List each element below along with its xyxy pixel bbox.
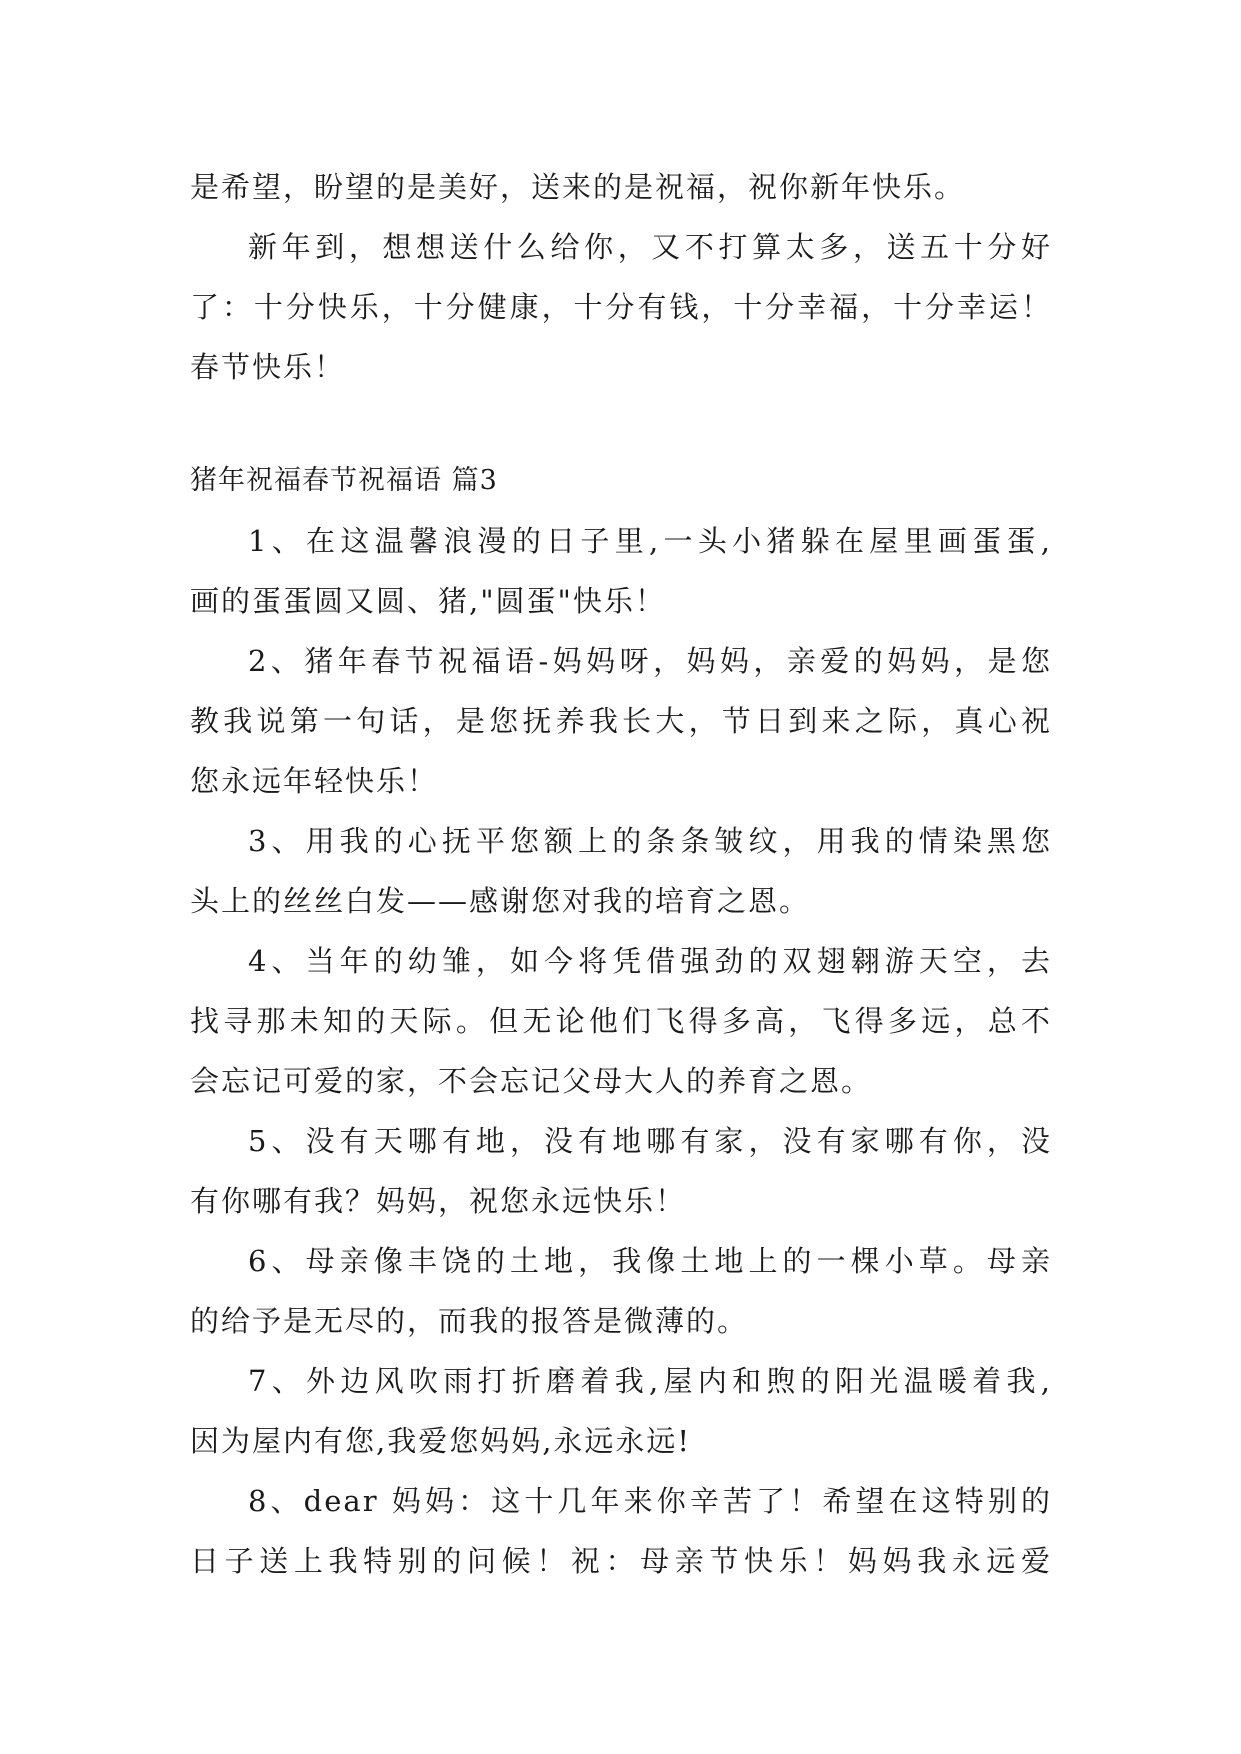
list-item-8 [190, 1471, 1052, 1591]
text-line: 画的蛋蛋圆又圆、猪,"圆蛋"快乐！ [190, 584, 666, 618]
list-item-5 [190, 1111, 1052, 1231]
text-line: 头上的丝丝白发——感谢您对我的培育之恩。 [190, 884, 811, 918]
text-line: 了：十分快乐，十分健康，十分有钱，十分幸福，十分幸运！ [190, 290, 1052, 324]
list-item-4 [190, 931, 1052, 1111]
text-line: 2、猪年春节祝福语-妈妈呀，妈妈，亲爱的妈妈，是您 [248, 644, 1052, 678]
text-line: 8、dear 妈妈：这十几年来你辛苦了！希望在这特别的 [248, 1484, 1052, 1518]
text-line: 您永远年轻快乐！ [190, 764, 439, 798]
text-line: 教我说第一句话，是您抚养我长大，节日到来之际，真心祝 [190, 704, 1052, 738]
list-item-2 [190, 631, 1052, 811]
text-line: 5、没有天哪有地，没有地哪有家，没有家哪有你，没 [248, 1124, 1052, 1158]
list-item-1 [190, 511, 1052, 631]
text-line: 6、母亲像丰饶的土地，我像土地上的一棵小草。母亲 [248, 1244, 1052, 1278]
text-line: 春节快乐！ [190, 350, 346, 384]
list-item-6 [190, 1231, 1052, 1351]
text-line: 1、在这温馨浪漫的日子里,一头小猪躲在屋里画蛋蛋, [248, 524, 1052, 558]
text-line: 找寻那未知的天际。但无论他们飞得多高，飞得多远，总不 [190, 1004, 1052, 1038]
paragraph-continued [190, 157, 1052, 217]
text-line: 7、外边风吹雨打折磨着我,屋内和煦的阳光温暖着我, [248, 1364, 1052, 1398]
text-line: 是希望，盼望的是美好，送来的是祝福，祝你新年快乐。 [190, 170, 966, 204]
text-line: 会忘记可爱的家，不会忘记父母大人的养育之恩。 [190, 1064, 873, 1098]
list-item-3 [190, 811, 1052, 931]
text-line: 新年到，想想送什么给你，又不打算太多，送五十分好 [248, 230, 1052, 264]
document-body [190, 157, 1052, 1591]
text-line: 4、当年的幼雏，如今将凭借强劲的双翅翱游天空，去 [248, 944, 1052, 978]
list-item-7 [190, 1351, 1052, 1471]
text-line: 日子送上我特别的问候！祝：母亲节快乐！妈妈我永远爱 [190, 1544, 1052, 1578]
text-line: 的给予是无尽的，而我的报答是微薄的。 [190, 1304, 749, 1338]
text-line: 3、用我的心抚平您额上的条条皱纹，用我的情染黑您 [248, 824, 1052, 858]
section-heading: 猪年祝福春节祝福语 篇3 [190, 465, 498, 496]
paragraph-new-year [190, 217, 1052, 397]
text-line: 有你哪有我？妈妈，祝您永远快乐！ [190, 1184, 687, 1218]
text-line: 因为屋内有您,我爱您妈妈,永远永远! [190, 1424, 692, 1458]
